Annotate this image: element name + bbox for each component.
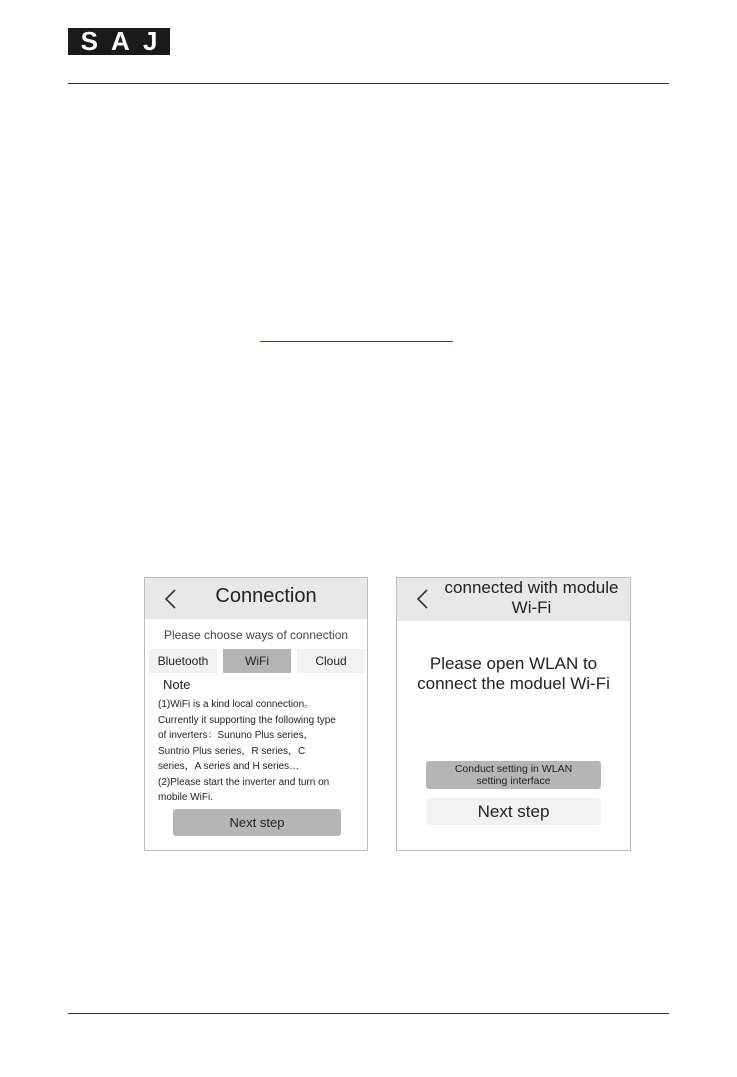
connection-screen xyxy=(144,577,368,851)
logo-letter-s: S xyxy=(80,26,98,56)
logo-letter-j: J xyxy=(142,26,158,56)
note-line: mobile WiFi. xyxy=(158,792,214,803)
tab-wifi[interactable]: WiFi xyxy=(223,649,291,673)
wifi-module-screen xyxy=(396,577,631,851)
connection-header xyxy=(145,578,367,619)
wlan-setting-button[interactable]: Conduct setting in WLAN setting interface xyxy=(426,761,601,789)
logo-letter-a: A xyxy=(111,26,130,56)
note-line: (1)WiFi is a kind local connection。 xyxy=(158,699,315,710)
wifi-module-title: connected with module Wi-Fi xyxy=(444,578,619,617)
header-rule xyxy=(68,83,669,84)
note-line: (2)Please start the inverter and turn on xyxy=(158,776,330,788)
wifi-module-header xyxy=(397,578,630,621)
connection-title: Connection xyxy=(215,585,317,607)
note-line: Currently it supporting the following type xyxy=(158,714,336,726)
note-line: series，A series and H series… xyxy=(158,761,300,772)
next-step-button[interactable]: Next step xyxy=(173,809,341,836)
connection-prompt: Please choose ways of connection xyxy=(163,628,349,642)
note-line: Suntrio Plus series，R series，C xyxy=(158,745,306,757)
open-wlan-message: Please open WLAN to connect the moduel Wi-Fi xyxy=(417,654,610,693)
connection-tabs xyxy=(149,649,365,673)
saj-logo xyxy=(68,28,170,55)
note-line: of inverters：Sununo Plus series， xyxy=(158,730,314,741)
note-body xyxy=(158,697,358,806)
hyperlink-underline[interactable] xyxy=(260,341,453,342)
next-step-button[interactable]: Next step xyxy=(426,798,601,825)
tab-cloud[interactable]: Cloud xyxy=(297,649,365,673)
back-chevron-icon[interactable] xyxy=(415,589,431,609)
note-title: Note xyxy=(163,677,191,692)
tab-bluetooth[interactable]: Bluetooth xyxy=(149,649,217,673)
footer-rule xyxy=(68,1013,669,1014)
